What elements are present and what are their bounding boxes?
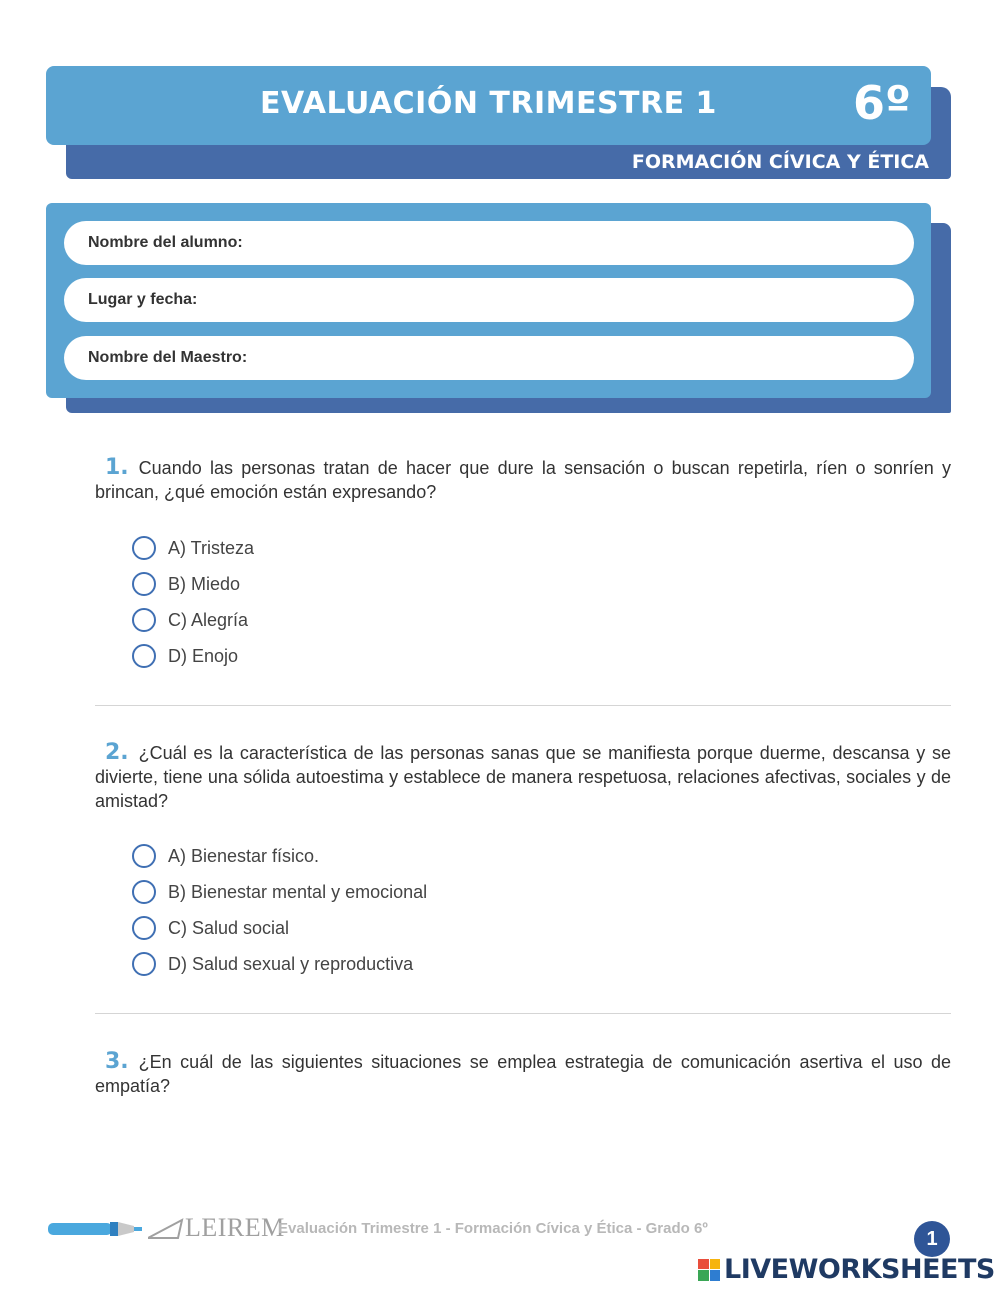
option-label: C) Alegría: [168, 609, 249, 630]
divider: [95, 705, 951, 706]
option-label: B) Bienestar mental y emocional: [168, 881, 428, 902]
divider: [95, 1013, 951, 1014]
option-label: B) Miedo: [168, 573, 241, 594]
brand-name: LEIREM: [185, 1213, 285, 1242]
option-label: D) Enojo: [168, 645, 239, 666]
question-text: Cuando las personas tratan de hacer que dure la sensación o buscan repetirla, ríen o sonríen y brincan, ¿qué emoción están expresando?: [95, 458, 951, 502]
q1-option-c[interactable]: [132, 605, 248, 635]
watermark-text: LIVEWORKSHEETS: [724, 1254, 995, 1285]
question-number: 3.: [105, 1049, 129, 1074]
question-2: [95, 741, 951, 813]
grade-label: 6º: [853, 76, 911, 130]
radio-circle-icon[interactable]: [132, 952, 156, 976]
page-title: EVALUACIÓN TRIMESTRE 1: [260, 86, 717, 121]
marker-pen-icon: [46, 1214, 146, 1244]
radio-circle-icon[interactable]: [132, 536, 156, 560]
question-text: ¿Cuál es la característica de las personas sanas que se manifiesta porque duerme, descansa y se divierte, tiene una sólida autoestima y establece de manera respetuosa, relaciones afectivas, sociales y de amistad?: [95, 743, 951, 811]
place-date-field[interactable]: Lugar y fecha:: [64, 278, 914, 322]
option-label: A) Bienestar físico.: [168, 845, 320, 866]
radio-circle-icon[interactable]: [132, 880, 156, 904]
brand-logo-icon: [148, 1218, 184, 1240]
q1-option-a[interactable]: [132, 533, 254, 563]
radio-circle-icon[interactable]: [132, 608, 156, 632]
footer-text: Evaluación Trimestre 1 - Formación Cívica y Ética - Grado 6º: [278, 1220, 708, 1237]
option-label: D) Salud sexual y reproductiva: [168, 953, 414, 974]
question-number: 2.: [105, 740, 129, 765]
liveworksheets-watermark: [698, 1254, 995, 1285]
q1-option-d[interactable]: [132, 641, 238, 671]
radio-circle-icon[interactable]: [132, 844, 156, 868]
option-label: C) Salud social: [168, 917, 290, 938]
q2-option-c[interactable]: [132, 913, 289, 943]
page-number-badge: 1: [914, 1221, 950, 1257]
teacher-name-field[interactable]: Nombre del Maestro:: [64, 336, 914, 380]
option-label: A) Tristeza: [168, 537, 255, 558]
student-name-field[interactable]: Nombre del alumno:: [64, 221, 914, 265]
radio-circle-icon[interactable]: [132, 916, 156, 940]
q2-option-d[interactable]: [132, 949, 413, 979]
subject-label: FORMACIÓN CÍVICA Y ÉTICA: [631, 151, 929, 173]
liveworksheets-logo-icon: [698, 1259, 720, 1281]
question-text: ¿En cuál de las siguientes situaciones se emplea estrategia de comunicación asertiva el uso de empatía?: [95, 1052, 951, 1096]
question-3: [95, 1050, 951, 1098]
question-1: [95, 456, 951, 504]
radio-circle-icon[interactable]: [132, 644, 156, 668]
question-number: 1.: [105, 455, 129, 480]
q1-option-b[interactable]: [132, 569, 240, 599]
q2-option-a[interactable]: [132, 841, 319, 871]
q2-option-b[interactable]: [132, 877, 427, 907]
radio-circle-icon[interactable]: [132, 572, 156, 596]
